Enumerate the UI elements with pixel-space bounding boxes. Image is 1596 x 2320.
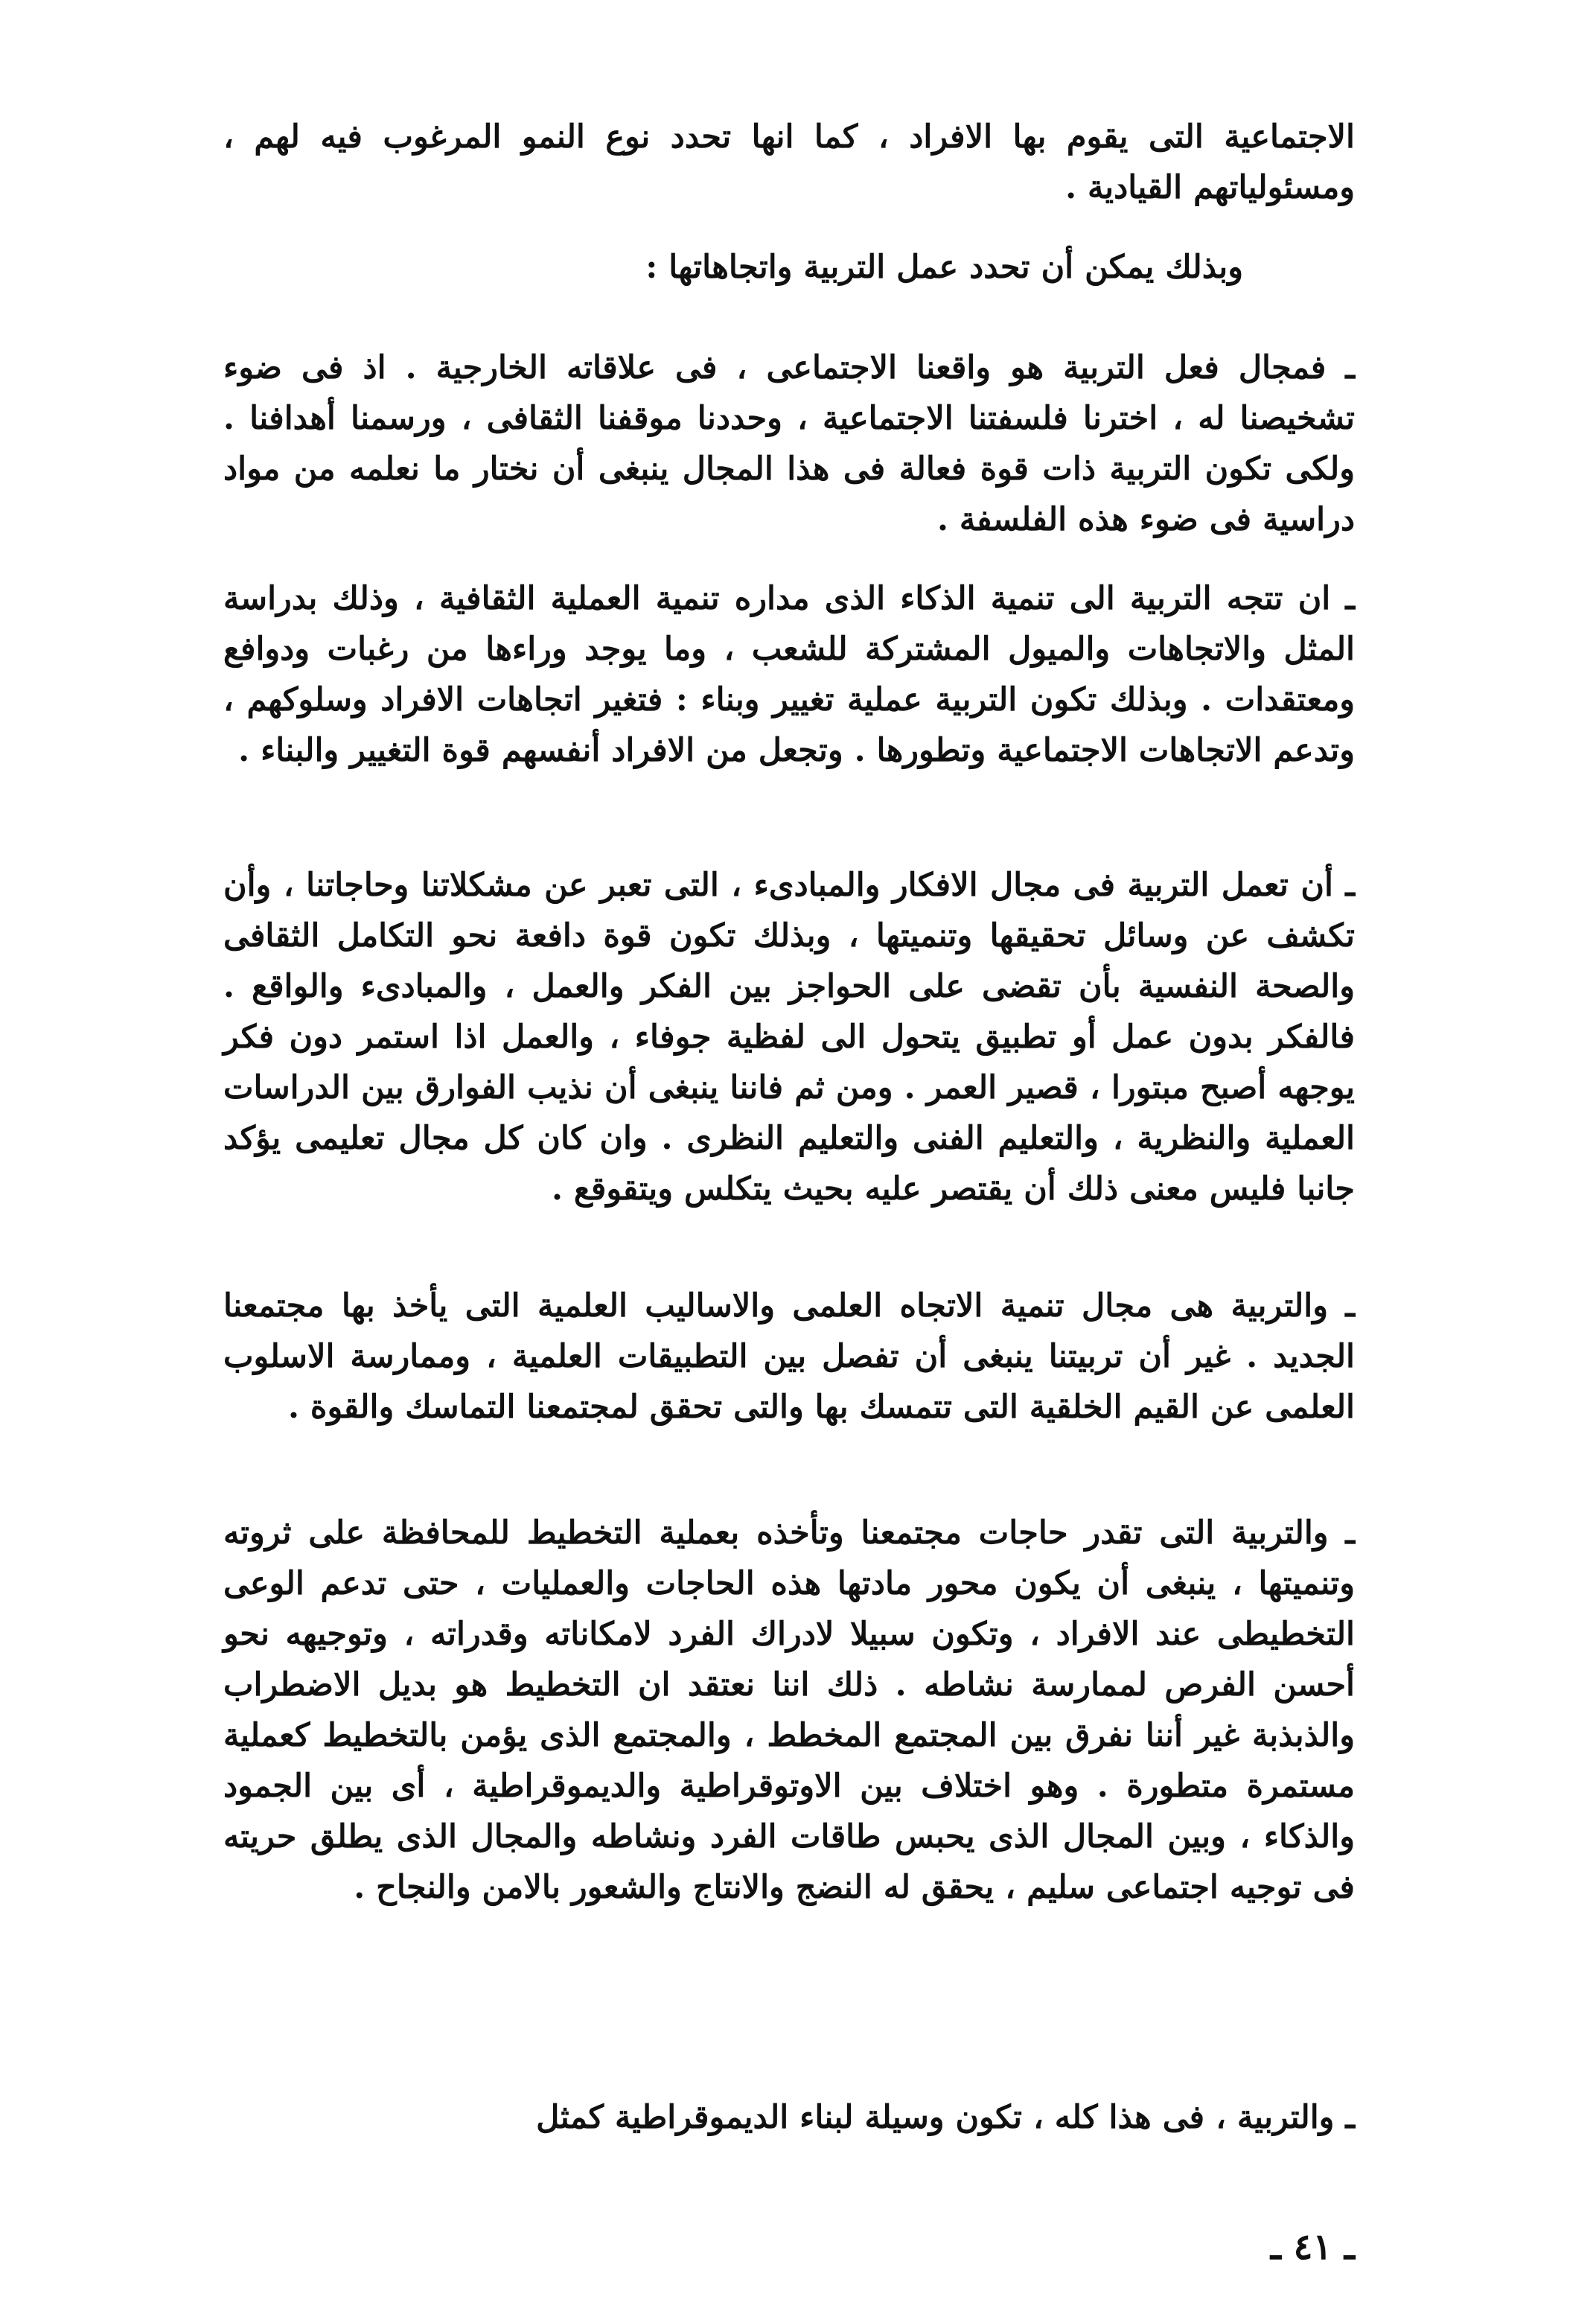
- paragraph-continuation: الاجتماعية التى يقوم بها الافراد ، كما انها تحدد نوع النمو المرغوب فيه لهم ، ومسئولياتهم القيادية .: [223, 118, 1355, 206]
- paragraph-social-reality: ـ فمجال فعل التربية هو واقعنا الاجتماعى ، فى علاقاته الخارجية . اذ فى ضوء تشخيصنا له ، اخترنا فلسفتنا الاجتماعية ، وحددنا موقفنا الثقافى ، ورسمنا أهدافنا . ولكى تكون التربية ذات قوة فعالة فى هذا المجال ينبغى أن نختار ما نعلمه من مواد دراسية فى ضوء هذه الفلسفة .: [223, 349, 1355, 538]
- paragraph-planning: ـ والتربية التى تقدر حاجات مجتمعنا وتأخذه بعملية التخطيط للمحافظة على ثروته وتنميتها ، ينبغى أن يكون محور مادتها هذه الحاجات والعمليات ، حتى تدعم الوعى التخطيطى عند الافراد ، وتكون سبيلا لادراك الفرد لامكاناته وقدراته ، وتوجيهه نحو أحسن الفرص لممارسة نشاطه . ذلك اننا نعتقد ان التخطيط هو بديل الاضطراب والذبذبة غير أننا نفرق بين المجتمع المخطط ، والمجتمع الذى يؤمن بالتخطيط كعملية مستمرة متطورة . وهو اختلاف بين الاوتوقراطية والديموقراطية ، أى بين الجمود والذكاء ، وبين المجال الذى يحبس طاقات الفرد ونشاطه والمجال الذى يطلق حريته فى توجيه اجتماعى سليم ، يحقق له النضج والانتاج والشعور بالامن والنجاح .: [223, 1514, 1355, 1906]
- page-number: ـ ٤١ ـ: [1270, 2226, 1355, 2268]
- paragraph-scientific-method: ـ والتربية هى مجال تنمية الاتجاه العلمى والاساليب العلمية التى يأخذ بها مجتمعنا الجديد . غير أن تربيتنا ينبغى أن تفصل بين التطبيقات العلمية ، وممارسة الاسلوب العلمى عن القيم الخلقية التى تتمسك بها والتى تحقق لمجتمعنا التماسك والقوة .: [223, 1287, 1355, 1426]
- paragraph-ideas-principles: ـ أن تعمل التربية فى مجال الافكار والمبادىء ، التى تعبر عن مشكلاتنا وحاجاتنا ، وأن تكشف عن وسائل تحقيقها وتنميتها ، وبذلك تكون قوة دافعة نحو التكامل الثقافى والصحة النفسية بأن تقضى على الحواجز بين الفكر والعمل ، والمبادىء والواقع . فالفكر بدون عمل أو تطبيق يتحول الى لفظية جوفاء ، والعمل اذا استمر دون فكر يوجهه أصبح مبتورا ، قصير العمر . ومن ثم فاننا ينبغى أن نذيب الفوارق بين الدراسات العملية والنظرية ، والتعليم الفنى والتعليم النظرى . وان كان كل مجال تعليمى يؤكد جانبا فليس معنى ذلك أن يقتصر عليه بحيث يتكلس ويتقوقع .: [223, 867, 1355, 1208]
- paragraph-democracy: ـ والتربية ، فى هذا كله ، تكون وسيلة لبناء الديموقراطية كمثل: [536, 2099, 1355, 2136]
- document-page: [223, 112, 1355, 2268]
- paragraph-intro: وبذلك يمكن أن تحدد عمل التربية واتجاهاتها :: [645, 249, 1243, 286]
- paragraph-intelligence: ـ ان تتجه التربية الى تنمية الذكاء الذى مداره تنمية العملية الثقافية ، وذلك بدراسة المثل والاتجاهات والميول المشتركة للشعب ، وما يوجد وراءها من رغبات ودوافع ومعتقدات . وبذلك تكون التربية عملية تغيير وبناء : فتغير اتجاهات الافراد وسلوكهم ، وتدعم الاتجاهات الاجتماعية وتطورها . وتجعل من الافراد أنفسهم قوة التغيير والبناء .: [223, 580, 1355, 769]
